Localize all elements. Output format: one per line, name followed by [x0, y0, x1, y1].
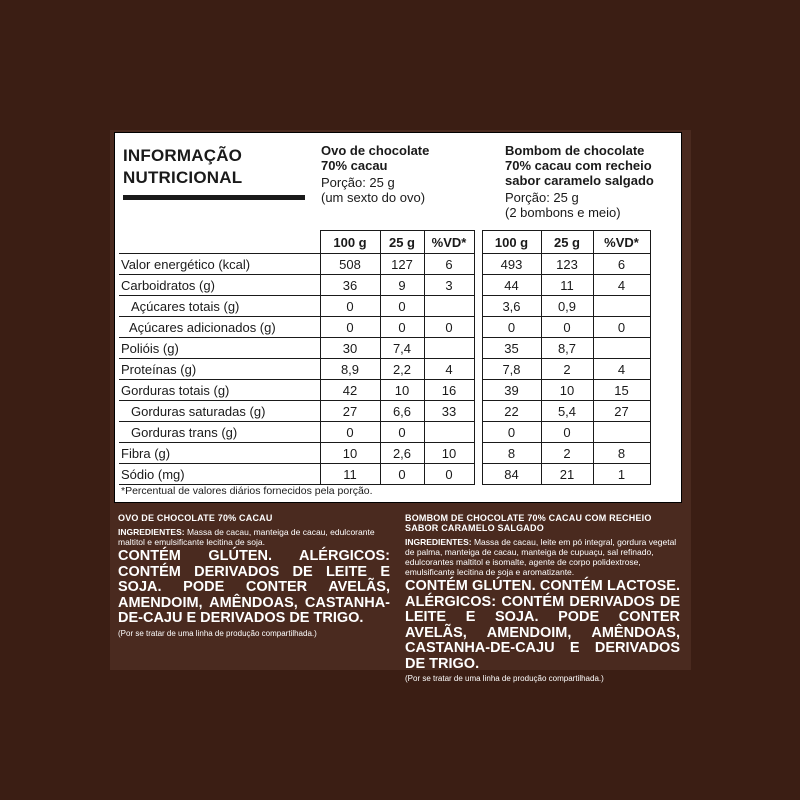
nutrient-label: Açúcares adicionados (g): [119, 317, 320, 338]
column-gap: [474, 296, 482, 317]
nutrient-value: 0: [380, 464, 424, 485]
nutrient-value: 42: [320, 380, 380, 401]
nutrient-value: 9: [380, 275, 424, 296]
nutrient-value: 4: [593, 359, 650, 380]
nutrient-value: 10: [320, 443, 380, 464]
nutrient-value: 27: [320, 401, 380, 422]
nutrient-value: 0: [380, 296, 424, 317]
nutrient-value: 39: [482, 380, 541, 401]
nutrient-value: 3,6: [482, 296, 541, 317]
column-gap: [474, 464, 482, 485]
nutrient-value: 1: [593, 464, 650, 485]
nutrient-value: 508: [320, 254, 380, 275]
nutrient-value: [424, 422, 474, 443]
nutrient-value: 4: [593, 275, 650, 296]
nutrient-value: 2: [541, 359, 593, 380]
nutrient-value: 22: [482, 401, 541, 422]
nutrient-value: 10: [541, 380, 593, 401]
nutrient-value: 0: [424, 464, 474, 485]
nutrient-value: 6: [424, 254, 474, 275]
ingredients-block-egg: [118, 513, 390, 638]
nutrition-table: [119, 230, 651, 485]
table-row: [119, 464, 650, 485]
nutrient-value: 10: [380, 380, 424, 401]
column-header: 100 g: [320, 231, 380, 254]
footnote: *Percentual de valores diários fornecidos pela porção.: [121, 485, 373, 497]
nutrient-value: 2,6: [380, 443, 424, 464]
ingredients-heading: BOMBOM DE CHOCOLATE 70% CACAU COM RECHEIO SABOR CARAMELO SALGADO: [405, 513, 652, 533]
nutrient-value: [593, 422, 650, 443]
nutrient-label: Gorduras totais (g): [119, 380, 320, 401]
column-gap: [474, 443, 482, 464]
table-header-row: [119, 231, 650, 254]
nutrient-value: 123: [541, 254, 593, 275]
nutrient-value: 0: [482, 317, 541, 338]
nutrient-value: 6: [593, 254, 650, 275]
table-row: [119, 338, 650, 359]
nutrient-value: 5,4: [541, 401, 593, 422]
table-row: [119, 443, 650, 464]
nutrient-value: [424, 296, 474, 317]
nutrient-value: 0: [380, 317, 424, 338]
column-header: 25 g: [380, 231, 424, 254]
nutrient-value: 21: [541, 464, 593, 485]
column-header: %VD*: [424, 231, 474, 254]
nutrient-value: 0: [320, 317, 380, 338]
column-gap: [474, 359, 482, 380]
nutrient-label: Gorduras saturadas (g): [119, 401, 320, 422]
nutrient-label: Carboidratos (g): [119, 275, 320, 296]
nutrient-label: Polióis (g): [119, 338, 320, 359]
table-row: [119, 359, 650, 380]
ingredients-text: INGREDIENTES: Massa de cacau, leite em pó integral, gordura vegetal de palma, manteiga de cacau, manteiga de cupuaçu, sal refinado, edulcorantes maltitol e isomalte, agente de corpo polidextrose, emulsificante lecitina de soja e aromatizante.: [405, 537, 677, 577]
nutrient-value: 0: [541, 317, 593, 338]
allergen-warning: CONTÉM GLÚTEN. ALÉRGICOS: CONTÉM DERIVADOS DE LEITE E SOJA. PODE CONTER AVELÃS, AMENDOIM, AMÊNDOAS, CASTANHA-DE-CAJU E DERIVADOS DE TRIGO.: [118, 548, 390, 626]
nutrient-value: 0: [424, 317, 474, 338]
nutrient-value: 11: [541, 275, 593, 296]
table-row: [119, 422, 650, 443]
nutrient-value: 0: [380, 422, 424, 443]
nutrient-value: 16: [424, 380, 474, 401]
nutrient-value: 2,2: [380, 359, 424, 380]
product-header-bonbon: Bombom de chocolate 70% cacau com recheio sabor caramelo salgado Porção: 25 g (2 bombons e meio): [505, 143, 654, 220]
panel-title: INFORMAÇÃO NUTRICIONAL: [123, 146, 243, 187]
nutrient-value: 7,8: [482, 359, 541, 380]
nutrient-value: [424, 338, 474, 359]
table-row: [119, 296, 650, 317]
nutrient-value: 36: [320, 275, 380, 296]
nutrient-value: 7,4: [380, 338, 424, 359]
column-gap: [474, 275, 482, 296]
nutrient-value: 0: [482, 422, 541, 443]
title-underline: [123, 195, 305, 200]
column-header: 25 g: [541, 231, 593, 254]
header-blank: [119, 231, 320, 254]
nutrient-value: 35: [482, 338, 541, 359]
nutrient-value: 8,7: [541, 338, 593, 359]
nutrient-value: 11: [320, 464, 380, 485]
nutrient-value: 3: [424, 275, 474, 296]
column-header: %VD*: [593, 231, 650, 254]
nutrient-value: 0,9: [541, 296, 593, 317]
nutrient-value: 2: [541, 443, 593, 464]
nutrient-value: 0: [320, 422, 380, 443]
ingredients-text: INGREDIENTES: Massa de cacau, manteiga de cacau, edulcorante maltitol e emulsificante lecitina de soja.: [118, 527, 375, 547]
nutrition-facts-panel: [114, 132, 682, 503]
nutrient-label: Valor energético (kcal): [119, 254, 320, 275]
table-row: [119, 380, 650, 401]
nutrient-value: 44: [482, 275, 541, 296]
column-gap: [474, 317, 482, 338]
column-gap: [474, 254, 482, 275]
column-gap: [474, 338, 482, 359]
product-header-egg: Ovo de chocolate 70% cacau Porção: 25 g (um sexto do ovo): [321, 143, 430, 205]
nutrient-label: Açúcares totais (g): [119, 296, 320, 317]
nutrient-value: 84: [482, 464, 541, 485]
allergen-warning: CONTÉM GLÚTEN. CONTÉM LACTOSE. ALÉRGICOS: CONTÉM DERIVADOS DE LEITE E SOJA. PODE CONTER AVELÃS, AMENDOIM, AMÊNDOAS, CASTANHA-DE-CAJU E DERIVADOS DE TRIGO.: [405, 578, 680, 672]
nutrient-value: 10: [424, 443, 474, 464]
table-row: [119, 317, 650, 338]
nutrient-value: 0: [320, 296, 380, 317]
nutrient-value: 8: [593, 443, 650, 464]
nutrient-value: 33: [424, 401, 474, 422]
table-row: [119, 275, 650, 296]
nutrient-value: 0: [593, 317, 650, 338]
nutrient-value: 27: [593, 401, 650, 422]
nutrient-value: 127: [380, 254, 424, 275]
column-header: 100 g: [482, 231, 541, 254]
nutrient-label: Sódio (mg): [119, 464, 320, 485]
nutrient-value: 8,9: [320, 359, 380, 380]
nutrient-value: [593, 296, 650, 317]
nutrient-value: [593, 338, 650, 359]
shared-line-note: (Por se tratar de uma linha de produção compartilhada.): [118, 628, 317, 638]
nutrient-value: 15: [593, 380, 650, 401]
table-row: [119, 254, 650, 275]
nutrient-value: 6,6: [380, 401, 424, 422]
column-gap: [474, 401, 482, 422]
shared-line-note: (Por se tratar de uma linha de produção compartilhada.): [405, 674, 604, 683]
table-row: [119, 401, 650, 422]
column-gap: [474, 231, 482, 254]
nutrient-value: 0: [541, 422, 593, 443]
column-gap: [474, 380, 482, 401]
nutrient-value: 493: [482, 254, 541, 275]
nutrient-label: Gorduras trans (g): [119, 422, 320, 443]
nutrient-value: 30: [320, 338, 380, 359]
nutrient-label: Fibra (g): [119, 443, 320, 464]
ingredients-heading: OVO DE CHOCOLATE 70% CACAU: [118, 513, 273, 523]
nutrient-label: Proteínas (g): [119, 359, 320, 380]
ingredients-block-bonbon: [405, 513, 680, 683]
nutrient-value: 8: [482, 443, 541, 464]
nutrient-value: 4: [424, 359, 474, 380]
column-gap: [474, 422, 482, 443]
